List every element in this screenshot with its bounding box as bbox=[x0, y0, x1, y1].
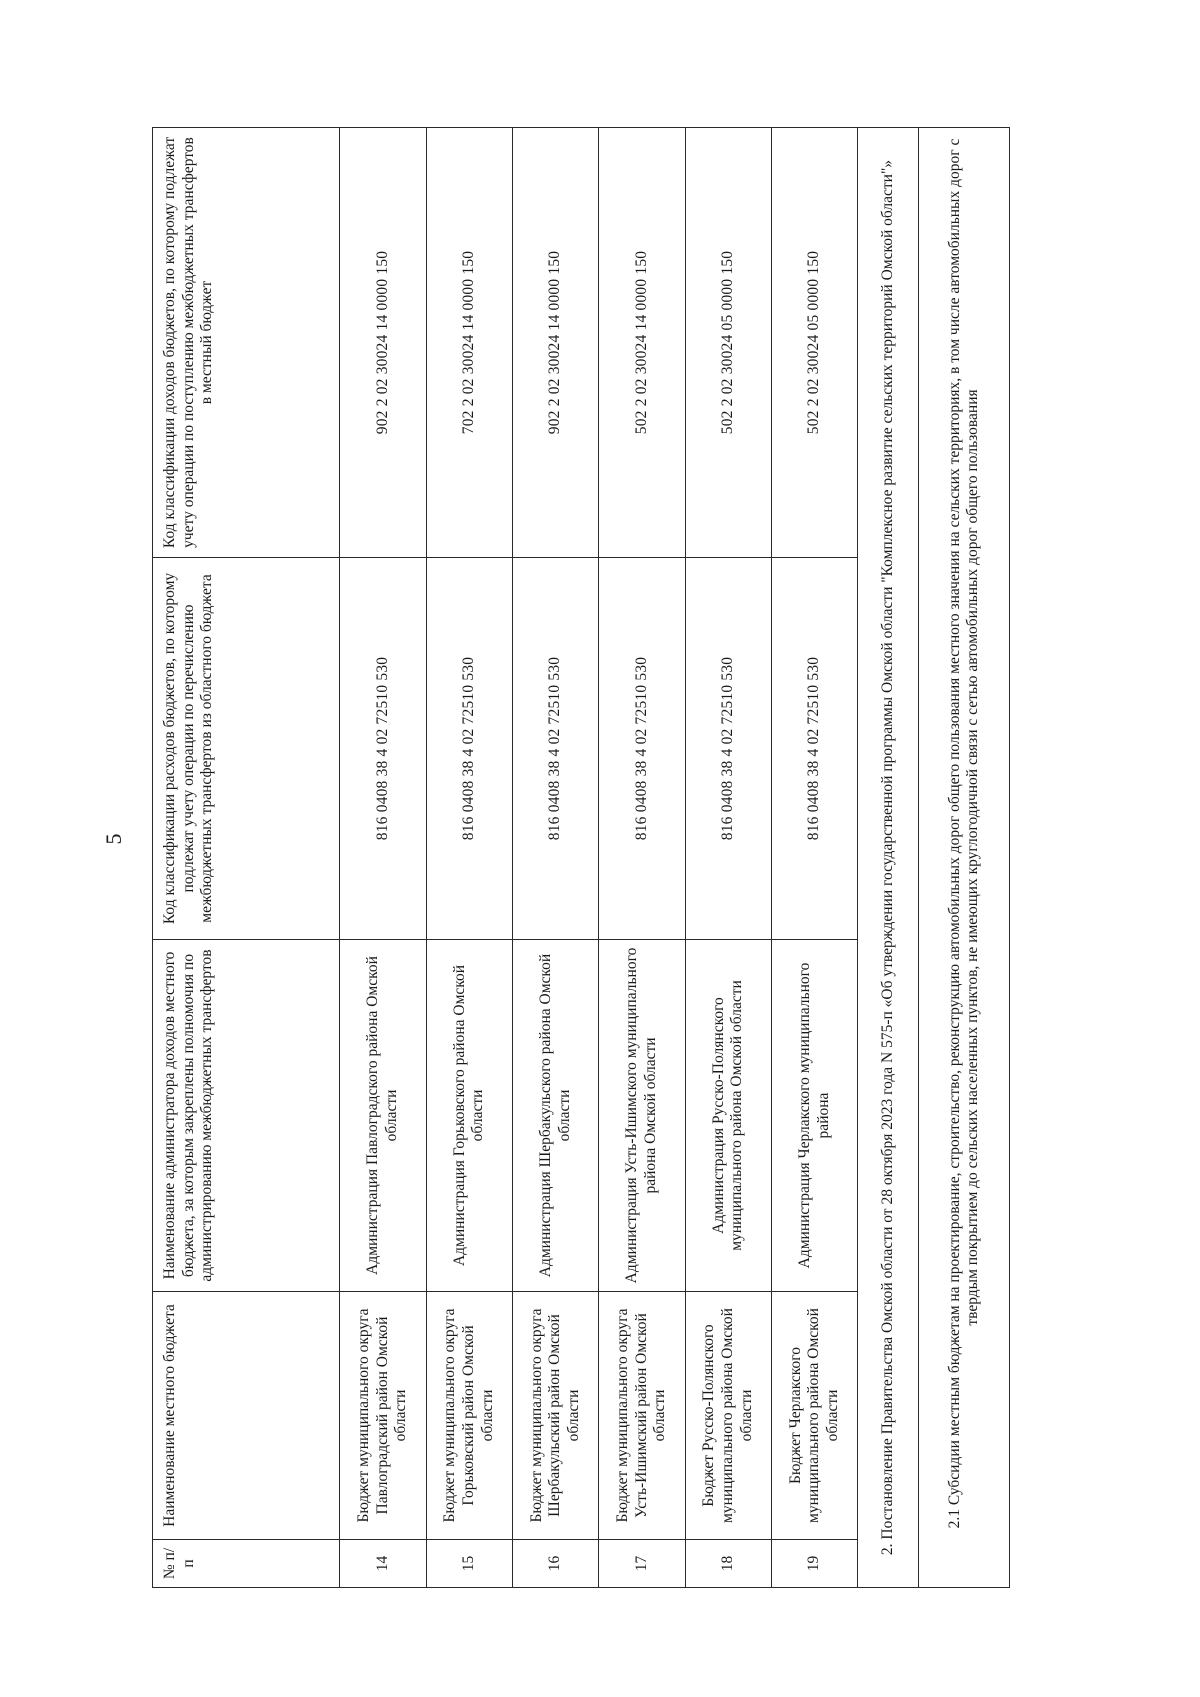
row-number: 18 bbox=[685, 1540, 771, 1588]
rotated-table-frame bbox=[152, 128, 1010, 1588]
row-expense-code: 816 0408 38 4 02 72510 530 bbox=[513, 558, 599, 940]
row-income-code: 502 2 02 30024 05 0000 150 bbox=[685, 128, 771, 558]
subsection-2-1-title: 2.1 Субсидии местным бюджетам на проектирование, строительство, реконструкцию автомобильных дорог общего пользования местного значения на сельских территориях, в том числе автомобильных дорог с твердым покрытием до сельских населенных пунктов, не имеющих круглогодичной связи с сетью автомобильных дорог общего пользования bbox=[919, 128, 1010, 1588]
page-number: 5 bbox=[101, 833, 126, 845]
row-number: 17 bbox=[599, 1540, 685, 1588]
table-header-row bbox=[153, 128, 340, 1588]
row-number: 14 bbox=[340, 1540, 426, 1588]
row-administrator: Администрация Усть-Ишимского муниципального района Омской области bbox=[599, 940, 685, 1292]
table-row bbox=[513, 128, 599, 1588]
section-2-title: 2. Постановление Правительства Омской области от 28 октября 2023 года N 575-п «Об утверждении государственной программы Омской области "Комплексное развитие сельских территорий Омской области"» bbox=[858, 128, 919, 1588]
row-income-code: 502 2 02 30024 05 0000 150 bbox=[772, 128, 858, 558]
row-number: 15 bbox=[426, 1540, 512, 1588]
row-administrator: Администрация Горьковского района Омской области bbox=[426, 940, 512, 1292]
row-number: 16 bbox=[513, 1540, 599, 1588]
table-row bbox=[772, 128, 858, 1588]
transfers-table bbox=[152, 127, 1010, 1588]
row-expense-code: 816 0408 38 4 02 72510 530 bbox=[426, 558, 512, 940]
table-row bbox=[340, 128, 426, 1588]
row-income-code: 902 2 02 30024 14 0000 150 bbox=[513, 128, 599, 558]
table-row bbox=[599, 128, 685, 1588]
row-income-code: 502 2 02 30024 14 0000 150 bbox=[599, 128, 685, 558]
header-income-code: Код классификации доходов бюджетов, по которому подлежат учету операции по поступлению межбюджетных трансфертов в местный бюджет bbox=[153, 128, 340, 558]
row-expense-code: 816 0408 38 4 02 72510 530 bbox=[340, 558, 426, 940]
header-budget-name: Наименование местного бюджета bbox=[153, 1292, 340, 1540]
table-row bbox=[685, 128, 771, 1588]
table-container bbox=[152, 128, 1010, 1588]
row-number: 19 bbox=[772, 1540, 858, 1588]
row-budget-name: Бюджет муниципального округа Шербакульский район Омской области bbox=[513, 1292, 599, 1540]
row-administrator: Администрация Русско-Полянского муниципального района Омской области bbox=[685, 940, 771, 1292]
row-income-code: 902 2 02 30024 14 0000 150 bbox=[340, 128, 426, 558]
table-row bbox=[426, 128, 512, 1588]
header-number: № п/п bbox=[153, 1540, 340, 1588]
row-administrator: Администрация Павлоградского района Омской области bbox=[340, 940, 426, 1292]
row-expense-code: 816 0408 38 4 02 72510 530 bbox=[772, 558, 858, 940]
row-administrator: Администрация Шербакульского района Омской области bbox=[513, 940, 599, 1292]
row-budget-name: Бюджет муниципального округа Усть-Ишимский район Омской области bbox=[599, 1292, 685, 1540]
row-budget-name: Бюджет муниципального округа Горьковский район Омской области bbox=[426, 1292, 512, 1540]
subsection-row bbox=[919, 128, 1010, 1588]
section-row bbox=[858, 128, 919, 1588]
row-budget-name: Бюджет Русско-Полянского муниципального района Омской области bbox=[685, 1292, 771, 1540]
row-administrator: Администрация Черлакского муниципального района bbox=[772, 940, 858, 1292]
row-budget-name: Бюджет муниципального округа Павлоградский район Омской области bbox=[340, 1292, 426, 1540]
row-budget-name: Бюджет Черлакского муниципального района Омской области bbox=[772, 1292, 858, 1540]
row-expense-code: 816 0408 38 4 02 72510 530 bbox=[685, 558, 771, 940]
row-income-code: 702 2 02 30024 14 0000 150 bbox=[426, 128, 512, 558]
row-expense-code: 816 0408 38 4 02 72510 530 bbox=[599, 558, 685, 940]
header-expense-code: Код классификации расходов бюджетов, по которому подлежат учету операции по перечислению межбюджетных трансфертов из областного бюджета bbox=[153, 558, 340, 940]
header-administrator: Наименование администратора доходов местного бюджета, за которым закреплены полномочия по администрированию межбюджетных трансфертов bbox=[153, 940, 340, 1292]
